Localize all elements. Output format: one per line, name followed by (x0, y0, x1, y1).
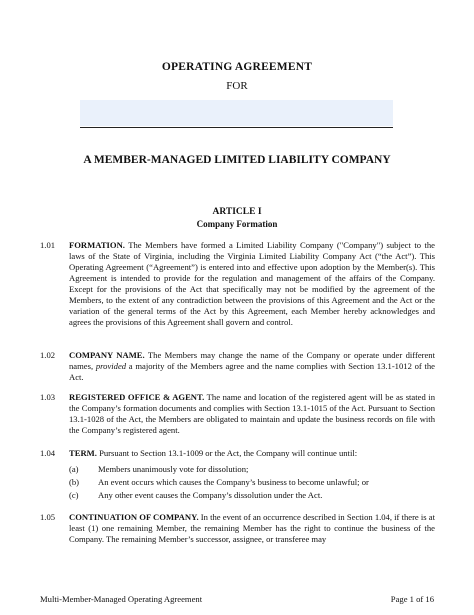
section-number: 1.05 (40, 512, 56, 522)
article-heading: ARTICLE I (212, 207, 262, 217)
document-subtitle: A MEMBER-MANAGED LIMITED LIABILITY COMPANY (83, 154, 391, 166)
list-item-label: (c) (69, 490, 79, 500)
section-number: 1.03 (40, 392, 56, 402)
section-text: In the event of an occurrence described in Section 1.04, if there is at least (1) one remaining Member, the remaining Member has the right to continue the business of the Company. The remaining Member’s successor, assignee, or transferee may (69, 512, 435, 544)
section-body (69, 240, 435, 328)
section-heading: TERM. (69, 448, 97, 458)
section-heading: FORMATION. (69, 240, 125, 250)
section-text: The Members may change the name of the Company or operate under different names, (69, 350, 435, 371)
company-name-underline (80, 127, 393, 128)
article-title: Company Formation (196, 219, 278, 229)
for-label: FOR (226, 80, 248, 92)
section-heading: CONTINUATION OF COMPANY. (69, 512, 199, 522)
section-text: The Members have formed a Limited Liability Company ("Company") subject to the laws of the State of Virginia, including the Virginia Limited Liability Company Act (“the Act”). This Operating Agreement (“Agreement”) is entered into and effective upon adoption by the Member(s). This Agreement is intended to provide for the regulation and management of the affairs of the Company. Except for the provisions of the Act that specifically may not be modified by the agreement of the Members, to the extent of any contradiction between the provisions of this Agreement and the Act or the variation of the general terms of the Act by this Agreement, each Member hereby acknowledges and agrees the provisions of this Agreement shall govern and control. (69, 240, 435, 327)
section-body (69, 448, 435, 459)
footer-page-number: Page 1 of 16 (390, 594, 434, 604)
list-item-text: An event occurs which causes the Company’s business to become unlawful; or (98, 477, 369, 487)
document-title: OPERATING AGREEMENT (161, 61, 313, 73)
section-number: 1.02 (40, 350, 56, 360)
list-item-label: (a) (69, 464, 79, 474)
section-heading: COMPANY NAME. (69, 350, 145, 360)
section-text: Pursuant to Section 13.1-1009 or the Act, the Company will continue until: (96, 448, 358, 458)
section-body (69, 350, 435, 383)
section-number: 1.04 (40, 448, 56, 458)
list-item-text: Members unanimously vote for dissolution; (98, 464, 249, 474)
section-text: The name and location of the registered agent will be as stated in the Company’s formation documents and complies with Section 13.1-1015 of the Act. Pursuant to Section 13.1-1028 of the Act, the Members are obligated to maintain and update the business records on file with the Company’s registered agent. (69, 392, 435, 435)
footer-document-name: Multi-Member-Managed Operating Agreement (40, 594, 203, 604)
section-body (69, 392, 435, 436)
section-heading: REGISTERED OFFICE & AGENT. (69, 392, 205, 402)
list-item-label: (b) (69, 477, 80, 487)
section-number: 1.01 (40, 240, 56, 250)
section-text: a majority of the Members agree and the name complies with Section 13.1-1012 of the Act. (69, 361, 435, 382)
section-text-emphasis: provided (95, 361, 127, 371)
company-name-field[interactable] (80, 100, 393, 126)
section-body (69, 512, 435, 545)
list-item-text: Any other event causes the Company’s dissolution under the Act. (98, 490, 323, 500)
